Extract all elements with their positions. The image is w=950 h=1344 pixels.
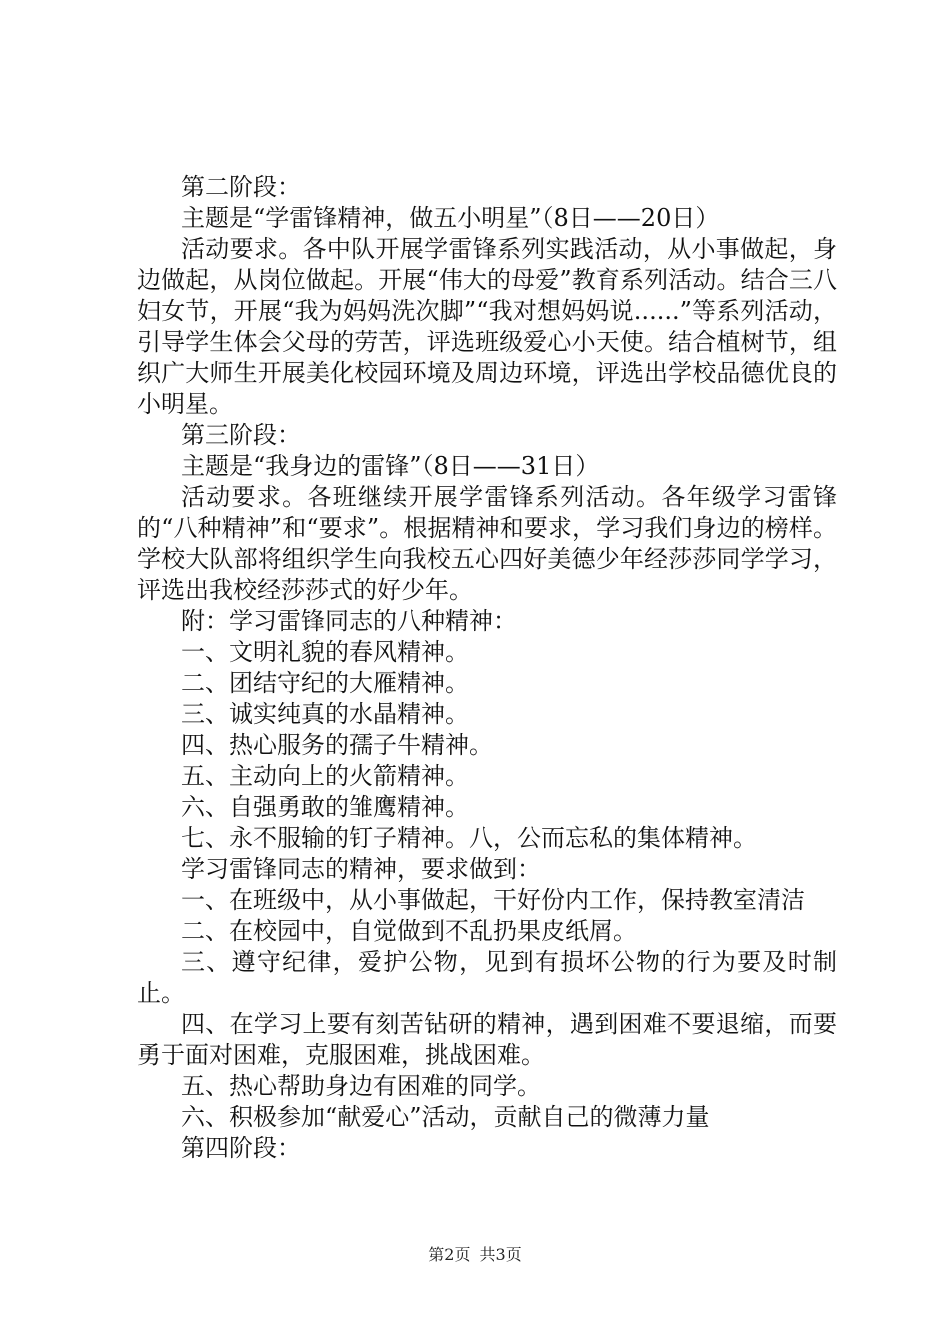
requirement-item: 五、热心帮助身边有困难的同学。 (181, 1072, 541, 1100)
spirit-item: 三、诚实纯真的水晶精神。 (181, 700, 469, 728)
spirit-item: 六、自强勇敢的雏鹰精神。 (181, 793, 469, 821)
page-total: 共3页 (479, 1245, 522, 1264)
stage-3-requirements: 活动要求。各班继续开展学雷锋系列活动。各年级学习雷锋的“八种精神”和“要求”。根据精神和要求，学习我们身边的榜样。学校大队部将组织学生向我校五心四好美德少年经莎莎同学学习，评选出我校经莎莎式的好少年。 (137, 483, 837, 604)
stage-2-theme: 主题是“学雷锋精神，做五小明星”（8日——20日） (181, 204, 720, 232)
spirit-item: 五、主动向上的火箭精神。 (181, 762, 469, 790)
spirit-item: 七、永不服输的钉子精神。八，公而忘私的集体精神。 (181, 824, 757, 852)
stage-2-requirements: 活动要求。各中队开展学雷锋系列实践活动，从小事做起，身边做起，从岗位做起。开展“伟大的母爱”教育系列活动。结合三八妇女节，开展“我为妈妈洗次脚”“我对想妈妈说......”等系列活动，引导学生体会父母的劳苦，评选班级爱心小天使。结合植树节，组织广大师生开展美化校园环境及周边环境，评选出学校品德优良的小明星。 (137, 235, 837, 418)
spirit-item: 二、团结守纪的大雁精神。 (181, 669, 469, 697)
requirement-item: 六、积极参加“献爱心”活动，贡献自己的微薄力量 (181, 1103, 710, 1131)
requirement-item: 一、在班级中，从小事做起，干好份内工作，保持教室清洁 (181, 886, 805, 914)
requirement-item: 四、在学习上要有刻苦钻研的精神，遇到困难不要退缩，而要勇于面对困难，克服困难，挑战困难。 (137, 1010, 837, 1069)
appendix-heading: 附：学习雷锋同志的八种精神： (181, 607, 517, 635)
page-footer (0, 1242, 950, 1265)
requirement-item: 三、遵守纪律，爱护公物，见到有损坏公物的行为要及时制止。 (137, 948, 837, 1007)
requirements-heading: 学习雷锋同志的精神，要求做到： (181, 855, 541, 883)
requirement-item: 二、在校园中，自觉做到不乱扔果皮纸屑。 (181, 917, 637, 945)
spirit-item: 一、文明礼貌的春风精神。 (181, 638, 469, 666)
page-number: 第2页 (428, 1245, 471, 1264)
document-body (137, 172, 837, 1164)
section-heading-stage-4: 第四阶段： (181, 1134, 301, 1162)
section-heading-stage-2: 第二阶段： (181, 173, 301, 201)
spirit-item: 四、热心服务的孺子牛精神。 (181, 731, 493, 759)
section-heading-stage-3: 第三阶段： (181, 421, 301, 449)
stage-3-theme: 主题是“我身边的雷锋”（8日——31日） (181, 452, 600, 480)
